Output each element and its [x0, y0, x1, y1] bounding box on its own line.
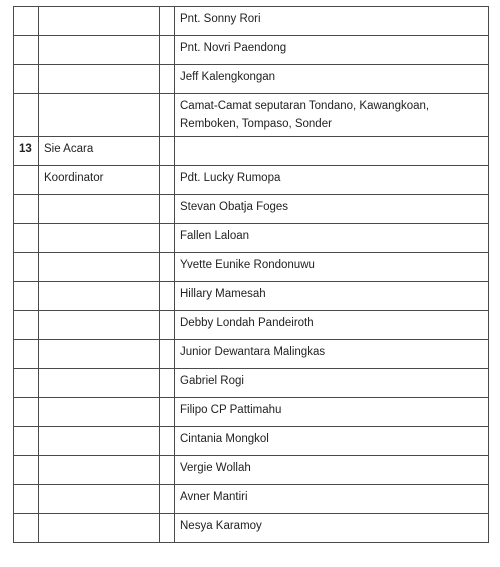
section-cell [39, 427, 160, 456]
member-name-cell: Camat-Camat seputaran Tondano, Kawangkoan, Remboken, Tompaso, Sonder [175, 94, 489, 137]
member-name-cell: Debby Londah Pandeiroth [175, 311, 489, 340]
row-number-cell [14, 456, 39, 485]
table-row [14, 253, 489, 282]
member-name-cell: Yvette Eunike Rondonuwu [175, 253, 489, 282]
role-cell [160, 36, 175, 65]
table-row [14, 427, 489, 456]
table-row [14, 166, 489, 195]
table-row [14, 137, 489, 166]
member-name-cell: Avner Mantiri [175, 485, 489, 514]
section-cell [39, 398, 160, 427]
role-cell [160, 7, 175, 36]
table-row [14, 94, 489, 137]
role-cell [160, 369, 175, 398]
role-cell [160, 340, 175, 369]
row-number-cell [14, 253, 39, 282]
table-row [14, 36, 489, 65]
row-number-cell [14, 514, 39, 543]
member-name-cell: Pdt. Lucky Rumopa [175, 166, 489, 195]
section-cell [39, 456, 160, 485]
committee-table [13, 6, 489, 543]
section-cell [39, 195, 160, 224]
role-cell [160, 137, 175, 166]
member-name-cell: Hillary Mamesah [175, 282, 489, 311]
section-cell [39, 311, 160, 340]
role-cell [160, 282, 175, 311]
row-number-cell [14, 311, 39, 340]
section-cell [39, 36, 160, 65]
section-cell: Sie Acara [39, 137, 160, 166]
document-page [13, 6, 488, 543]
row-number-cell [14, 224, 39, 253]
role-cell [160, 195, 175, 224]
table-row [14, 485, 489, 514]
section-cell [39, 94, 160, 137]
member-name-cell: Vergie Wollah [175, 456, 489, 485]
table-row [14, 282, 489, 311]
row-number-cell [14, 282, 39, 311]
role-cell [160, 427, 175, 456]
table-row [14, 311, 489, 340]
table-row [14, 224, 489, 253]
table-row [14, 398, 489, 427]
section-cell [39, 485, 160, 514]
row-number-cell [14, 195, 39, 224]
section-cell [39, 7, 160, 36]
table-row [14, 514, 489, 543]
member-name-cell: Jeff Kalengkongan [175, 65, 489, 94]
row-number-cell [14, 65, 39, 94]
row-number-cell: 13 [14, 137, 39, 166]
row-number-cell [14, 94, 39, 137]
table-row [14, 369, 489, 398]
role-cell [160, 253, 175, 282]
table-row [14, 456, 489, 485]
row-number-cell [14, 36, 39, 65]
section-cell [39, 369, 160, 398]
role-cell [160, 456, 175, 485]
row-number-cell [14, 398, 39, 427]
row-number-cell [14, 7, 39, 36]
row-number-cell [14, 340, 39, 369]
member-name-cell: Gabriel Rogi [175, 369, 489, 398]
section-cell [39, 253, 160, 282]
member-name-cell: Filipo CP Pattimahu [175, 398, 489, 427]
member-name-cell: Cintania Mongkol [175, 427, 489, 456]
section-cell [39, 282, 160, 311]
role-cell [160, 485, 175, 514]
section-cell [39, 65, 160, 94]
role-cell [160, 224, 175, 253]
section-cell [39, 340, 160, 369]
member-name-cell: Pnt. Novri Paendong [175, 36, 489, 65]
row-number-cell [14, 427, 39, 456]
role-cell [160, 65, 175, 94]
member-name-cell: Fallen Laloan [175, 224, 489, 253]
member-name-cell [175, 137, 489, 166]
table-row [14, 65, 489, 94]
table-row [14, 7, 489, 36]
table-row [14, 340, 489, 369]
member-name-cell: Stevan Obatja Foges [175, 195, 489, 224]
table-row [14, 195, 489, 224]
section-cell [39, 514, 160, 543]
member-name-cell: Nesya Karamoy [175, 514, 489, 543]
member-name-cell: Junior Dewantara Malingkas [175, 340, 489, 369]
role-cell [160, 514, 175, 543]
section-cell: Koordinator [39, 166, 160, 195]
role-cell [160, 94, 175, 137]
role-cell [160, 166, 175, 195]
member-name-cell: Pnt. Sonny Rori [175, 7, 489, 36]
role-cell [160, 311, 175, 340]
row-number-cell [14, 166, 39, 195]
row-number-cell [14, 485, 39, 514]
row-number-cell [14, 369, 39, 398]
section-cell [39, 224, 160, 253]
role-cell [160, 398, 175, 427]
